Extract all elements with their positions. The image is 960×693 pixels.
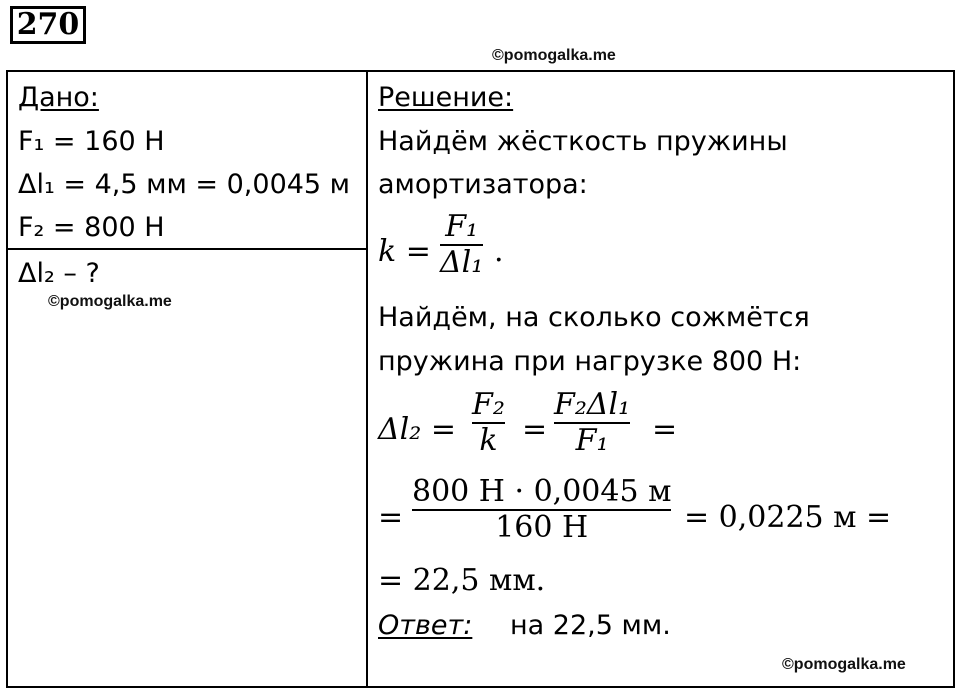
given-heading: Дано:: [18, 82, 99, 113]
k-formula-period: .: [494, 234, 504, 269]
fraction-numerator: F₂Δl₁: [554, 387, 631, 422]
solution-text-1: Найдём жёсткость пружины: [378, 126, 788, 157]
given-force-1: F₁ = 160 Н: [18, 126, 165, 157]
calc-result: = 0,0225 м =: [684, 500, 892, 535]
solution-text-3: Найдём, на сколько сожмётся: [378, 302, 810, 333]
final-result: = 22,5 мм.: [378, 563, 546, 598]
find-deformation-2: Δl₂ – ?: [18, 258, 100, 289]
deformation-fraction-2: [554, 388, 630, 458]
k-formula-fraction: [440, 210, 483, 280]
fraction-numerator: F₂: [472, 387, 505, 422]
column-divider: [366, 70, 368, 688]
fraction-denominator: 160 Н: [495, 510, 589, 545]
solution-text-2: амортизатора:: [378, 169, 588, 200]
solution-text-4: пружина при нагрузке 800 Н:: [378, 346, 802, 377]
k-formula-lhs: k =: [378, 234, 431, 269]
fraction-denominator: k: [479, 423, 498, 458]
solution-heading: Решение:: [378, 82, 514, 113]
fraction-numerator: 800 Н · 0,0045 м: [412, 474, 672, 509]
watermark: ©pomogalka.me: [782, 656, 906, 673]
deformation-formula-lhs: Δl₂ =: [378, 412, 456, 447]
given-deformation-1: Δl₁ = 4,5 мм = 0,0045 м: [18, 169, 351, 200]
problem-number: 270: [10, 6, 86, 44]
calc-fraction: [412, 475, 671, 545]
equals-sign: =: [652, 412, 678, 447]
calc-leading-equals: =: [378, 500, 404, 535]
answer-label: Ответ:: [378, 610, 473, 641]
given-find-divider: [6, 248, 368, 250]
watermark: ©pomogalka.me: [48, 293, 172, 310]
fraction-numerator: F₁: [445, 209, 479, 244]
answer-text: на 22,5 мм.: [510, 610, 671, 641]
fraction-denominator: F₁: [575, 423, 609, 458]
watermark: ©pomogalka.me: [492, 47, 616, 64]
fraction-denominator: Δl₁: [440, 245, 484, 280]
equals-sign: =: [522, 412, 548, 447]
deformation-fraction-1: [472, 388, 505, 458]
given-force-2: F₂ = 800 Н: [18, 212, 165, 243]
